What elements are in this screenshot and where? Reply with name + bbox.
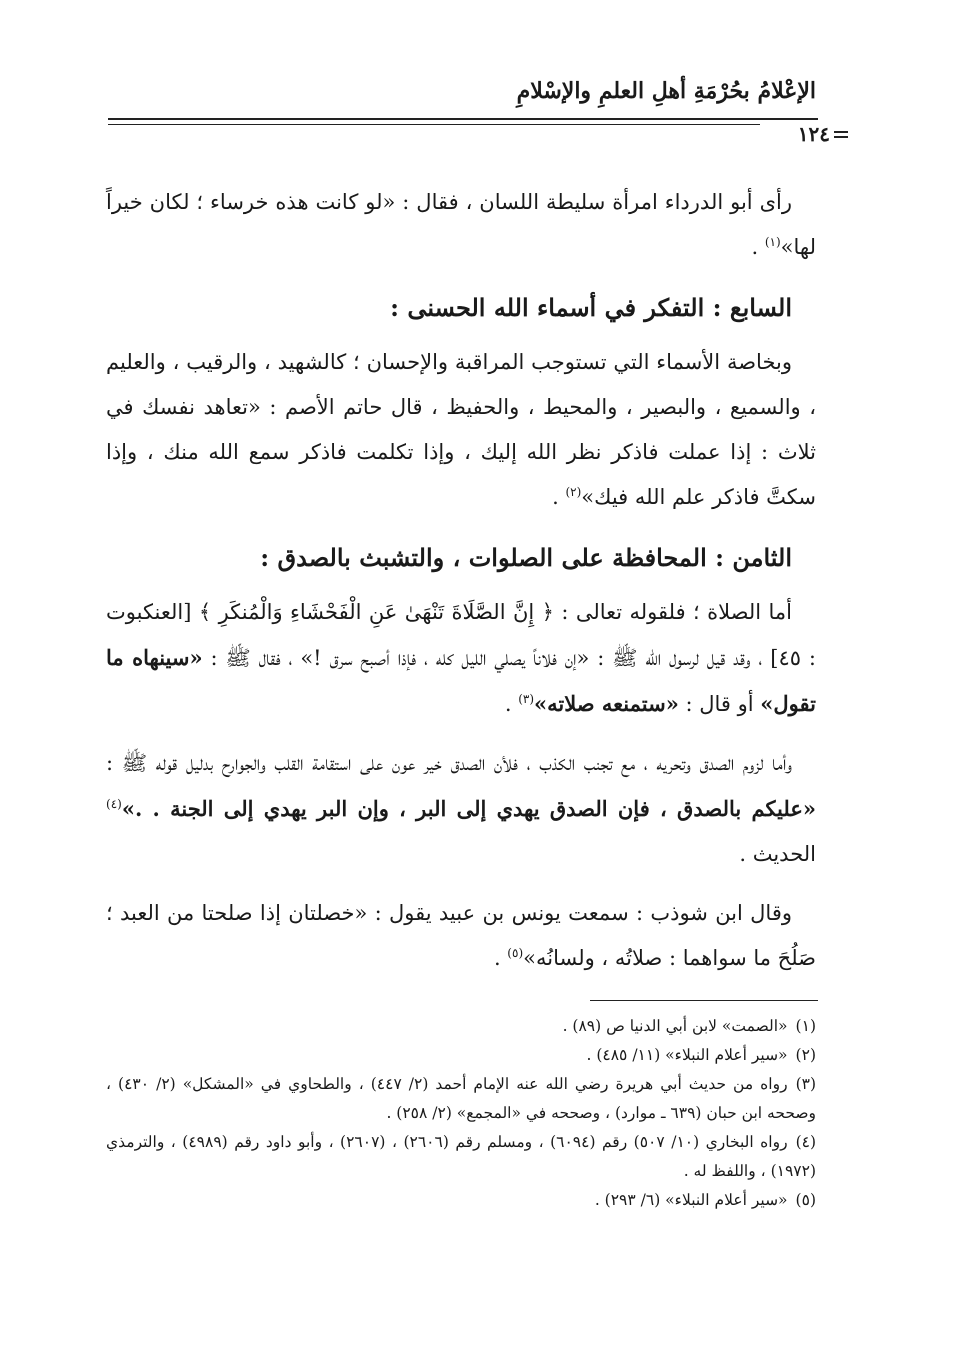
footnote-4 — [106, 1128, 816, 1186]
page-number: ١٢٤ — [760, 122, 834, 146]
footnote-separator — [590, 1000, 818, 1001]
paragraph-end: . — [504, 692, 519, 716]
footnote-ref-2[interactable]: (٢) — [565, 485, 582, 499]
hadith-quote: «ستمنعه صلاته» — [534, 691, 679, 716]
section-heading-seventh: السابع : التفكر في أسماء الله الحسنى : — [390, 293, 792, 322]
hadith-quote: «عليكم بالصدق ، فإن الصدق يهدي إلى البر ، وإن البر يهدي إلى الجنة . .» — [121, 796, 816, 821]
footnote-ref-1[interactable]: (١) — [764, 235, 781, 249]
paragraph-text: وقال ابن شوذب : سمعت يونس بن عبيد يقول : «خصلتان إذا صلحتا من العبد ؛ صَلُحَ ما سواهما : صلاتُه ، ولسانُه» — [106, 901, 816, 970]
footnote-5 — [106, 1186, 816, 1215]
paragraph-text: أو قال : — [678, 692, 761, 716]
footnote-number: (٥) — [795, 1191, 816, 1209]
footnote-number: (٣) — [795, 1075, 817, 1093]
paragraph-abu-darda — [106, 180, 816, 270]
footnote-text: رواه البخاري (١٠/ ٥٠٧) رقم (٦٠٩٤) ، ومسلم رقم (٢٦٠٦) ، (٢٦٠٧) ، وأبو داود رقم (٤٩٨٩) ، والترمذي (١٩٧٢) ، واللفظ له . — [106, 1133, 816, 1180]
paragraph-end: . — [493, 946, 508, 970]
footnote-2 — [106, 1041, 816, 1070]
footnote-number: (١) — [795, 1017, 816, 1035]
footnote-ref-4[interactable]: (٤) — [106, 797, 122, 811]
footnote-1 — [106, 1012, 816, 1041]
footnote-text: رواه من حديث أبي هريرة رضي الله عنه الإمام أحمد (٢/ ٤٤٧) ، والطحاوي في «المشكل» (٢/ ٤٣٠) ، وصححه ابن حبان (٦٣٩ ـ موارد) ، وصححه في «المجمع» (٢/ ٢٥٨) . — [106, 1075, 816, 1122]
footnote-number: (٢) — [795, 1046, 816, 1064]
paragraph-end: . — [751, 235, 765, 259]
header-rule — [108, 118, 818, 125]
paragraph-text: وأما لزوم الصدق وتحريه ، مع تجنب الكذب ، فلأن الصدق خير عون على استقامة القلب والجوارح بدليل قوله ﷺ : — [106, 751, 792, 775]
footnote-number: (٤) — [795, 1133, 817, 1151]
main-text — [106, 180, 816, 981]
paragraph-truthfulness — [106, 741, 816, 877]
paragraph-text: رأى أبو الدرداء امرأة سليطة اللسان ، فقال : «لو كانت هذه خرساء ؛ لكان خيراً لها» — [106, 190, 816, 259]
paragraph-end: . — [552, 485, 566, 509]
footnotes — [106, 1012, 816, 1215]
section-heading-eighth: الثامن : المحافظة على الصلوات ، والتشبث بالصدق : — [260, 543, 792, 572]
footnote-text: «سير أعلام النبلاء» (٦/ ٢٩٣) . — [594, 1191, 788, 1209]
footnote-ref-3[interactable]: (٣) — [518, 692, 535, 706]
running-header-title: الإعْلامُ بحُرْمَةِ أهلِ العلمِ والإسْلامِ — [516, 78, 816, 104]
paragraph-end: الحديث . — [739, 842, 816, 866]
paragraph-ibn-shawdhab — [106, 891, 816, 981]
hadith-quote: «سينهاه ما تقول» — [106, 645, 816, 716]
footnote-3 — [106, 1070, 816, 1128]
footnote-text: «الصمت» لابن أبي الدنيا ص (٨٩) . — [562, 1017, 788, 1035]
paragraph-names-of-allah — [106, 340, 816, 520]
paragraph-text: أما الصلاة ؛ فلقوله تعالى : ﴿ إِنَّ الصَّلَاةَ تَنْهَىٰ عَنِ الْفَحْشَاءِ وَالْمُنكَرِ ﴾ [العنكبوت : ٤٥] ، وقد قيل لرسول الله ﷺ : «إن فلاناً يصلي الليل كله ، فإذا أصبح سرق !» ، فقال ﷺ : — [106, 600, 816, 670]
footnote-ref-5[interactable]: (٥) — [507, 946, 524, 960]
footnote-text: «سير أعلام النبلاء» (١١/ ٤٨٥) . — [586, 1046, 788, 1064]
paragraph-text: وبخاصة الأسماء التي تستوجب المراقبة والإحسان ؛ كالشهيد ، والرقيب ، والعليم ، والسميع ، والبصير ، والمحيط ، والحفيظ ، قال حاتم الأصم : «تعاهد نفسك في ثلاث : إذا عملت فاذكر نظر الله إليك ، وإذا تكلمت فاذكر سمع الله منك ، وإذا سكتَّ فاذكر علم الله فيك» — [106, 350, 816, 509]
paragraph-prayer — [106, 590, 816, 727]
